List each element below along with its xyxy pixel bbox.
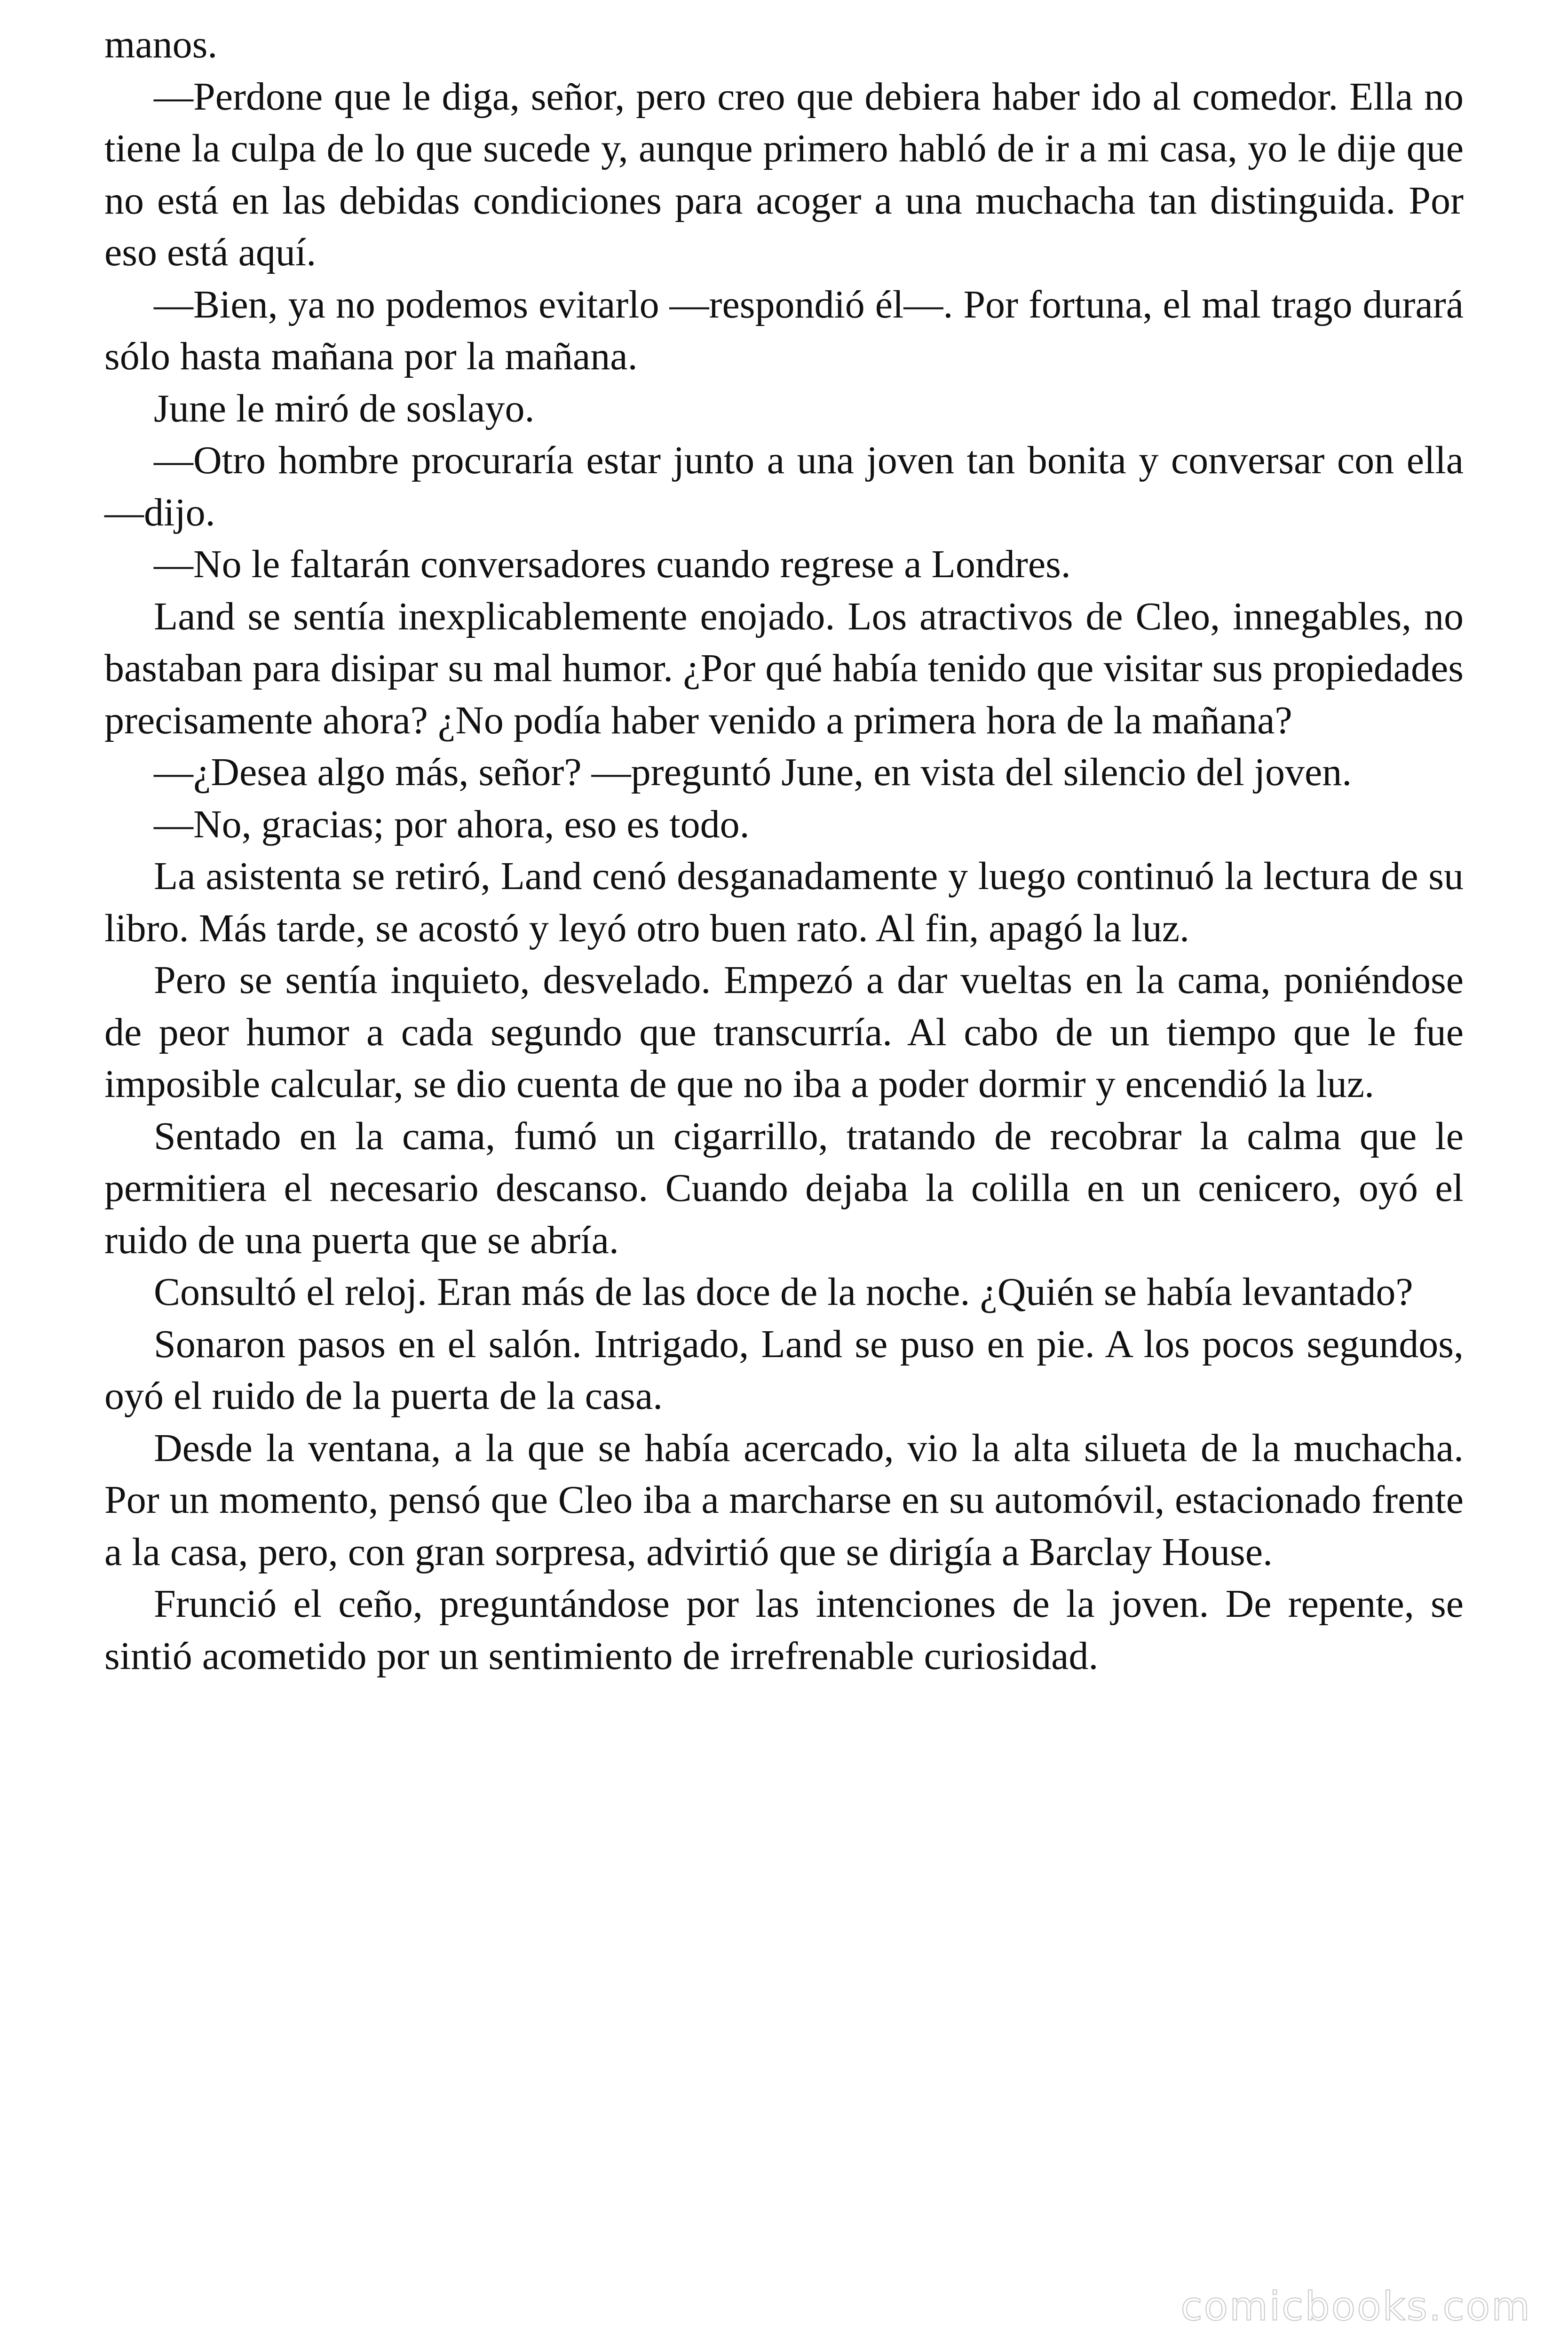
paragraph: —No le faltarán conversadores cuando regrese a Londres. [154, 542, 1071, 586]
paragraph: Frunció el ceño, preguntándose por las intenciones de la joven. De repente, se sintió acometido por un sentimiento de irrefrenable curiosidad. [104, 1582, 1464, 1678]
paragraph: —Otro hombre procuraría estar junto a una joven tan bonita y conversar con ella —dijo. [104, 438, 1464, 534]
paragraph: June le miró de soslayo. [154, 386, 535, 430]
paragraph: Desde la ventana, a la que se había acercado, vio la alta silueta de la muchacha. Por un momento, pensó que Cleo iba a marcharse en su automóvil, estacionado frente a la casa, pero, con gran sorpresa, advirtió que se dirigía a Barclay House. [104, 1426, 1464, 1574]
paragraph: —Bien, ya no podemos evitarlo —respondió él—. Por fortuna, el mal trago durará sólo hasta mañana por la mañana. [104, 282, 1464, 378]
paragraph: —Perdone que le diga, señor, pero creo que debiera haber ido al comedor. Ella no tiene la culpa de lo que sucede y, aunque primero habló de ir a mi casa, yo le dije que no está en las debidas condiciones para acoger a una muchacha tan distinguida. Por eso está aquí. [104, 74, 1464, 274]
paragraph: La asistenta se retiró, Land cenó desganadamente y luego continuó la lectura de su libro. Más tarde, se acostó y leyó otro buen rato. Al fin, apagó la luz. [104, 854, 1464, 950]
paragraph: —¿Desea algo más, señor? —preguntó June, en vista del silencio del joven. [154, 750, 1352, 794]
paragraph: Sonaron pasos en el salón. Intrigado, Land se puso en pie. A los pocos segundos, oyó el ruido de la puerta de la casa. [104, 1322, 1464, 1418]
paragraph: Consultó el reloj. Eran más de las doce de la noche. ¿Quién se había levantado? [154, 1270, 1413, 1314]
watermark: comicbooks.com [1180, 2283, 1531, 2329]
paragraph: Land se sentía inexplicablemente enojado. Los atractivos de Cleo, innegables, no bastaban para disipar su mal humor. ¿Por qué había tenido que visitar sus propiedades precisamente ahora? ¿No podía haber venido a primera hora de la mañana? [104, 594, 1464, 742]
page-body [104, 19, 1464, 1682]
paragraph-continuation: manos. [104, 23, 218, 66]
paragraph: Pero se sentía inquieto, desvelado. Empezó a dar vueltas en la cama, poniéndose de peor humor a cada segundo que transcurría. Al cabo de un tiempo que le fue imposible calcular, se dio cuenta de que no iba a poder dormir y encendió la luz. [104, 958, 1464, 1106]
paragraph: —No, gracias; por ahora, eso es todo. [154, 802, 750, 846]
paragraph: Sentado en la cama, fumó un cigarrillo, tratando de recobrar la calma que le permitiera el necesario descanso. Cuando dejaba la colilla en un cenicero, oyó el ruido de una puerta que se abría. [104, 1114, 1464, 1262]
